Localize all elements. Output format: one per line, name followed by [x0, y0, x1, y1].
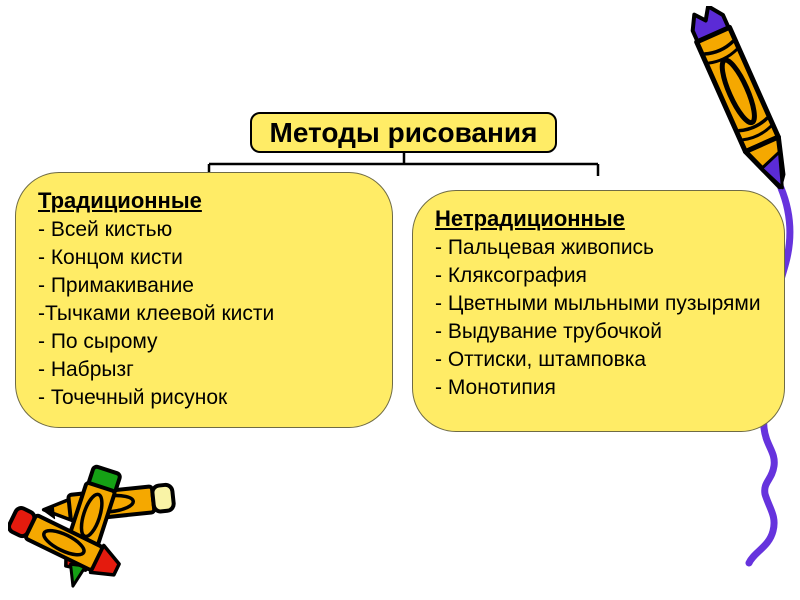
traditional-methods-box [15, 172, 393, 428]
traditional-items [38, 216, 378, 412]
crossed-crayons-icon [8, 455, 213, 595]
method-item: - Набрызг [38, 358, 134, 381]
method-item: - По сырому [38, 330, 158, 353]
method-item: - Выдувание трубочкой [435, 320, 662, 343]
method-item: - Концом кисти [38, 246, 183, 269]
nontraditional-methods-box [412, 190, 785, 432]
method-item: - Всей кистью [38, 218, 173, 241]
method-item: - Точечный рисунок [38, 386, 228, 409]
method-item: - Кляксография [435, 264, 587, 287]
method-item: - Пальцевая живопись [435, 236, 654, 259]
nontraditional-items [435, 234, 770, 402]
method-item: - Примакивание [38, 274, 194, 297]
method-item: - Оттиски, штамповка [435, 348, 647, 371]
nontraditional-header: Нетрадиционные [435, 206, 625, 231]
method-item: - Монотипия [435, 376, 556, 399]
slide-title: Методы рисования [269, 116, 538, 148]
method-item: -Тычками клеевой кисти [38, 302, 275, 325]
slide-title-box [250, 112, 557, 153]
traditional-header: Традиционные [38, 188, 202, 213]
method-item: - Цветными мыльными пузырями [435, 292, 761, 315]
